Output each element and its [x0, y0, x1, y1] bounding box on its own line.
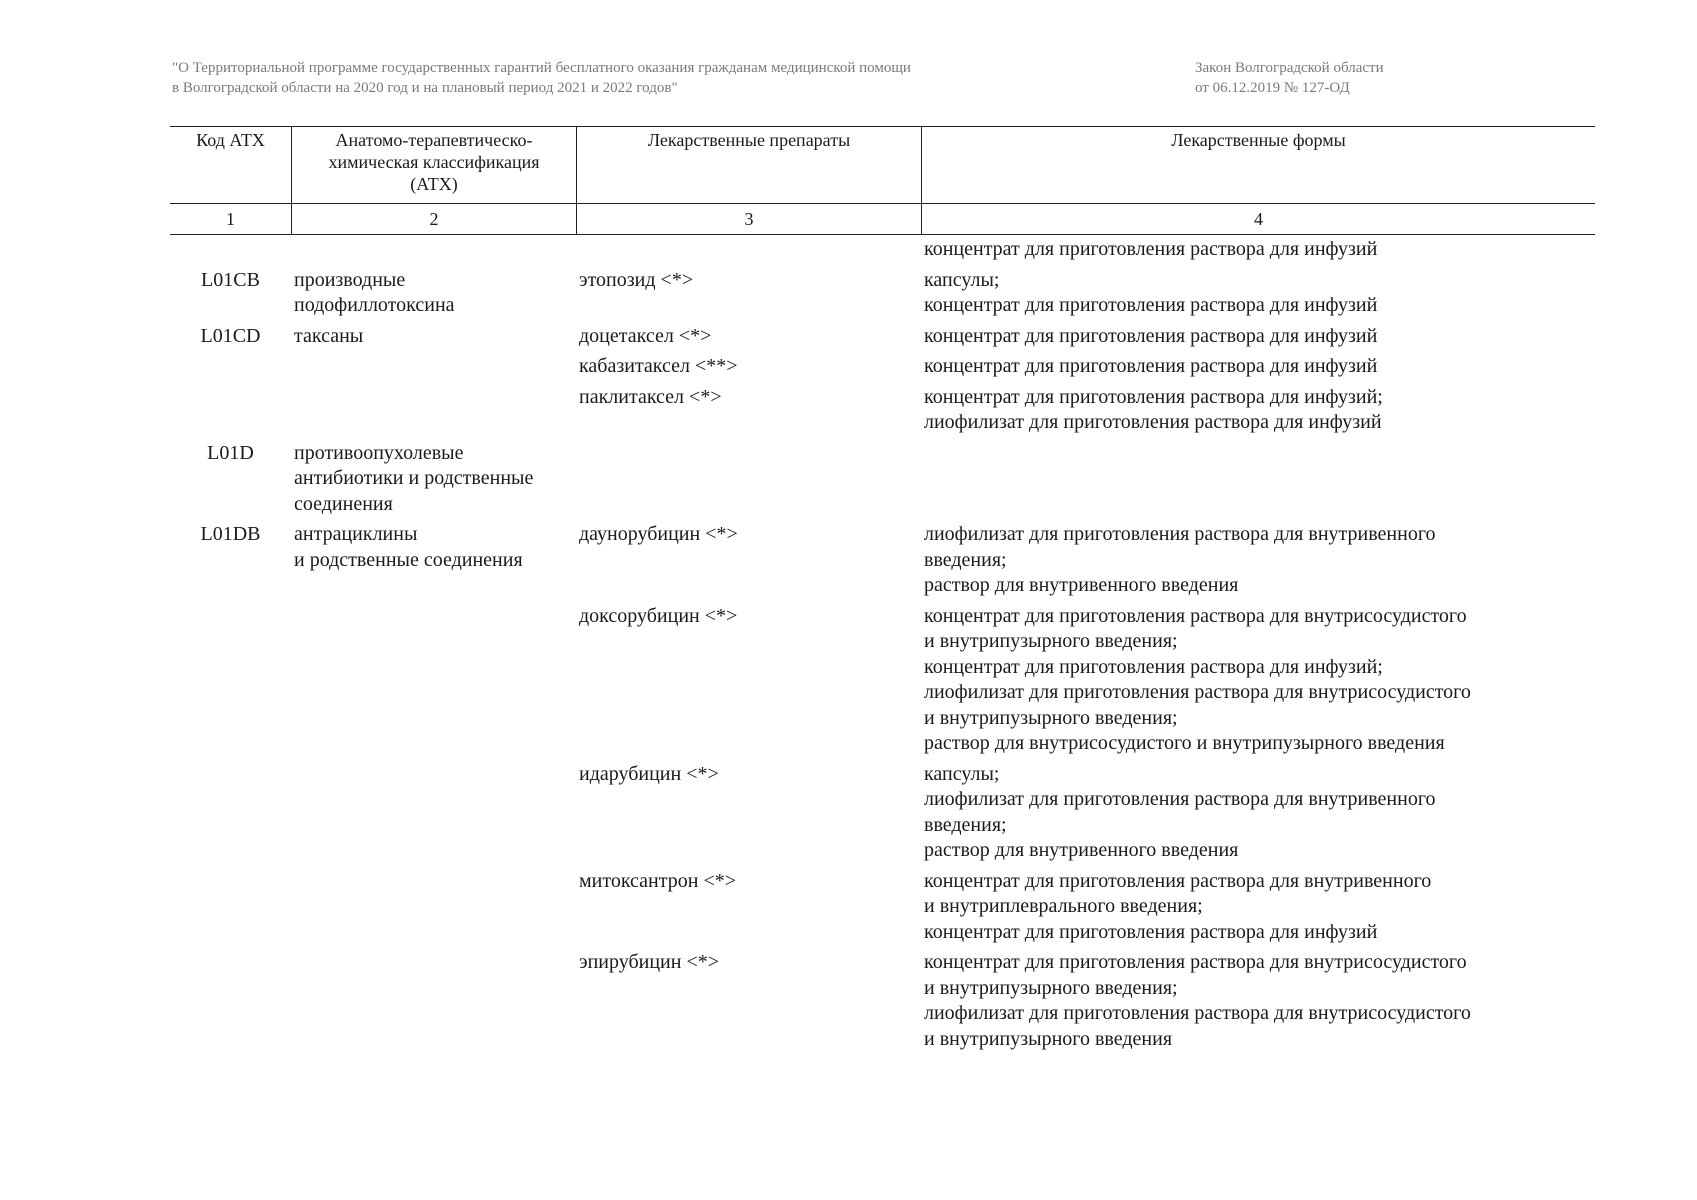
classification-line: подофиллотоксина: [294, 294, 455, 316]
dosage-forms-cell: [921, 441, 1595, 518]
dosage-forms-cell: [921, 762, 1595, 864]
classification-cell: [291, 237, 576, 263]
dosage-forms-cell: [921, 324, 1595, 350]
column-number: 4: [921, 204, 1595, 234]
column-header-text: (АТХ): [410, 174, 458, 194]
table-row: [170, 237, 1595, 263]
dosage-form-line: концентрат для приготовления раствора для инфузий: [924, 355, 1378, 377]
classification-line: производные: [294, 268, 406, 291]
table-row: [170, 385, 1595, 436]
atc-code-cell: [170, 354, 291, 380]
table-row: [170, 762, 1595, 864]
table-row: [170, 869, 1595, 946]
atc-code-cell: [170, 950, 291, 1052]
dosage-form-line: введения;: [924, 548, 1007, 571]
dosage-form-line: концентрат для приготовления раствора для инфузий: [924, 324, 1378, 347]
dosage-forms-cell: [921, 354, 1595, 380]
drug-cell: [576, 441, 921, 518]
classification-line: таксаны: [294, 324, 364, 347]
dosage-form-line: концентрат для приготовления раствора для инфузий: [924, 920, 1378, 943]
classification-cell: [291, 268, 576, 319]
dosage-form-line: лиофилизат для приготовления раствора для внутрисосудистого: [924, 1002, 1471, 1024]
atc-code-cell: [170, 762, 291, 864]
atc-code-cell: L01DB: [200, 523, 261, 545]
dosage-form-line: концентрат для приготовления раствора для внутрисосудистого: [924, 604, 1467, 627]
header-title-line-2: в Волгоградской области на 2020 год и на плановый период 2021 и 2022 годов": [172, 80, 678, 96]
classification-line: и родственные соединения: [294, 548, 523, 571]
column-number-row: [170, 204, 1595, 235]
dosage-form-line: лиофилизат для приготовления раствора для внутривенного: [924, 523, 1436, 545]
dosage-form-line: и внутрипузырного введения;: [924, 976, 1178, 999]
dosage-form-line: раствор для внутрисосудистого и внутрипузырного введения: [924, 732, 1445, 754]
dosage-form-line: раствор для внутривенного введения: [924, 574, 1239, 596]
atc-code-cell: [170, 385, 291, 436]
table-row: [170, 354, 1595, 380]
table-row: [170, 604, 1595, 757]
dosage-form-line: концентрат для приготовления раствора для внутрисосудистого: [924, 951, 1467, 973]
dosage-form-line: и внутриплеврального введения;: [924, 895, 1203, 917]
dosage-forms-cell: [921, 604, 1595, 757]
column-header-forms: [921, 127, 1595, 203]
dosage-forms-cell: [921, 268, 1595, 319]
dosage-form-line: и внутрипузырного введения;: [924, 706, 1178, 729]
column-header-text: Лекарственные препараты: [647, 130, 851, 150]
drug-table: [170, 126, 1595, 1057]
dosage-forms-cell: [921, 237, 1595, 263]
table-row: [170, 950, 1595, 1052]
dosage-form-line: концентрат для приготовления раствора для инфузий: [924, 238, 1378, 260]
table-body: [170, 235, 1595, 1052]
drug-cell: этопозид <*>: [579, 268, 694, 291]
classification-cell: [291, 604, 576, 757]
atc-code-cell: L01CB: [201, 268, 260, 291]
column-header-text: Код АТХ: [196, 130, 265, 150]
drug-cell: эпирубицин <*>: [579, 951, 720, 973]
dosage-form-line: лиофилизат для приготовления раствора для внутрисосудистого: [924, 681, 1471, 703]
column-header-classification: [291, 127, 576, 203]
classification-cell: [291, 354, 576, 380]
dosage-form-line: концентрат для приготовления раствора для инфузий;: [924, 655, 1383, 678]
dosage-form-line: раствор для внутривенного введения: [924, 839, 1239, 861]
drug-cell: митоксантрон <*>: [579, 869, 737, 892]
table-header-row: [170, 126, 1595, 204]
column-header-drugs: [576, 127, 921, 203]
column-number: 1: [226, 209, 235, 229]
classification-line: антрациклины: [294, 523, 418, 545]
dosage-form-line: и внутрипузырного введения: [924, 1027, 1173, 1050]
classification-cell: [291, 762, 576, 864]
document-header-right: [1195, 58, 1495, 98]
column-header-text: Лекарственные формы: [1171, 130, 1346, 150]
classification-line: соединения: [294, 492, 393, 515]
table-row: [170, 268, 1595, 319]
dosage-forms-cell: [921, 869, 1595, 946]
dosage-forms-cell: [921, 385, 1595, 436]
dosage-form-line: концентрат для приготовления раствора для инфузий: [924, 294, 1378, 316]
column-number: 3: [576, 204, 921, 234]
atc-code-cell: [170, 237, 291, 263]
dosage-forms-cell: [921, 522, 1595, 599]
table-row: [170, 441, 1595, 518]
classification-line: антибиотики и родственные: [294, 467, 534, 489]
table-row: [170, 324, 1595, 350]
classification-cell: [291, 950, 576, 1052]
drug-cell: паклитаксел <*>: [579, 385, 722, 408]
drug-cell: [576, 237, 921, 263]
column-header-text: химическая классификация: [328, 152, 540, 172]
header-title-line-1: "О Территориальной программе государственных гарантий бесплатного оказания гражданам медицинской помощи: [172, 60, 911, 76]
dosage-form-line: концентрат для приготовления раствора для инфузий;: [924, 385, 1383, 408]
dosage-form-line: капсулы;: [924, 268, 1000, 291]
dosage-form-line: капсулы;: [924, 762, 1000, 785]
atc-code-cell: L01CD: [200, 324, 261, 347]
column-number: 2: [291, 204, 576, 234]
column-header-code: [170, 127, 291, 203]
dosage-form-line: и внутрипузырного введения;: [924, 630, 1178, 652]
table-row: [170, 522, 1595, 599]
dosage-forms-cell: [921, 950, 1595, 1052]
document-header-left: [172, 58, 1072, 98]
dosage-form-line: введения;: [924, 813, 1007, 836]
drug-cell: доксорубицин <*>: [579, 604, 738, 627]
atc-code-cell: [170, 604, 291, 757]
drug-cell: кабазитаксел <**>: [579, 355, 738, 377]
classification-cell: [291, 385, 576, 436]
classification-cell: [291, 869, 576, 946]
classification-cell: [291, 441, 576, 518]
drug-cell: идарубицин <*>: [579, 762, 719, 785]
dosage-form-line: концентрат для приготовления раствора для внутривенного: [924, 869, 1432, 892]
drug-cell: даунорубицин <*>: [579, 523, 738, 545]
column-header-text: Анатомо-терапевтическо-: [335, 130, 533, 150]
dosage-form-line: лиофилизат для приготовления раствора для инфузий: [924, 411, 1382, 433]
drug-cell: доцетаксел <*>: [579, 324, 712, 347]
classification-line: противоопухолевые: [294, 441, 464, 464]
classification-cell: [291, 522, 576, 599]
classification-cell: [291, 324, 576, 350]
atc-code-cell: L01D: [207, 441, 254, 464]
atc-code-cell: [170, 869, 291, 946]
header-law-line-1: Закон Волгоградской области: [1195, 60, 1384, 76]
header-law-line-2: от 06.12.2019 № 127-ОД: [1195, 80, 1350, 96]
dosage-form-line: лиофилизат для приготовления раствора для внутривенного: [924, 788, 1436, 810]
